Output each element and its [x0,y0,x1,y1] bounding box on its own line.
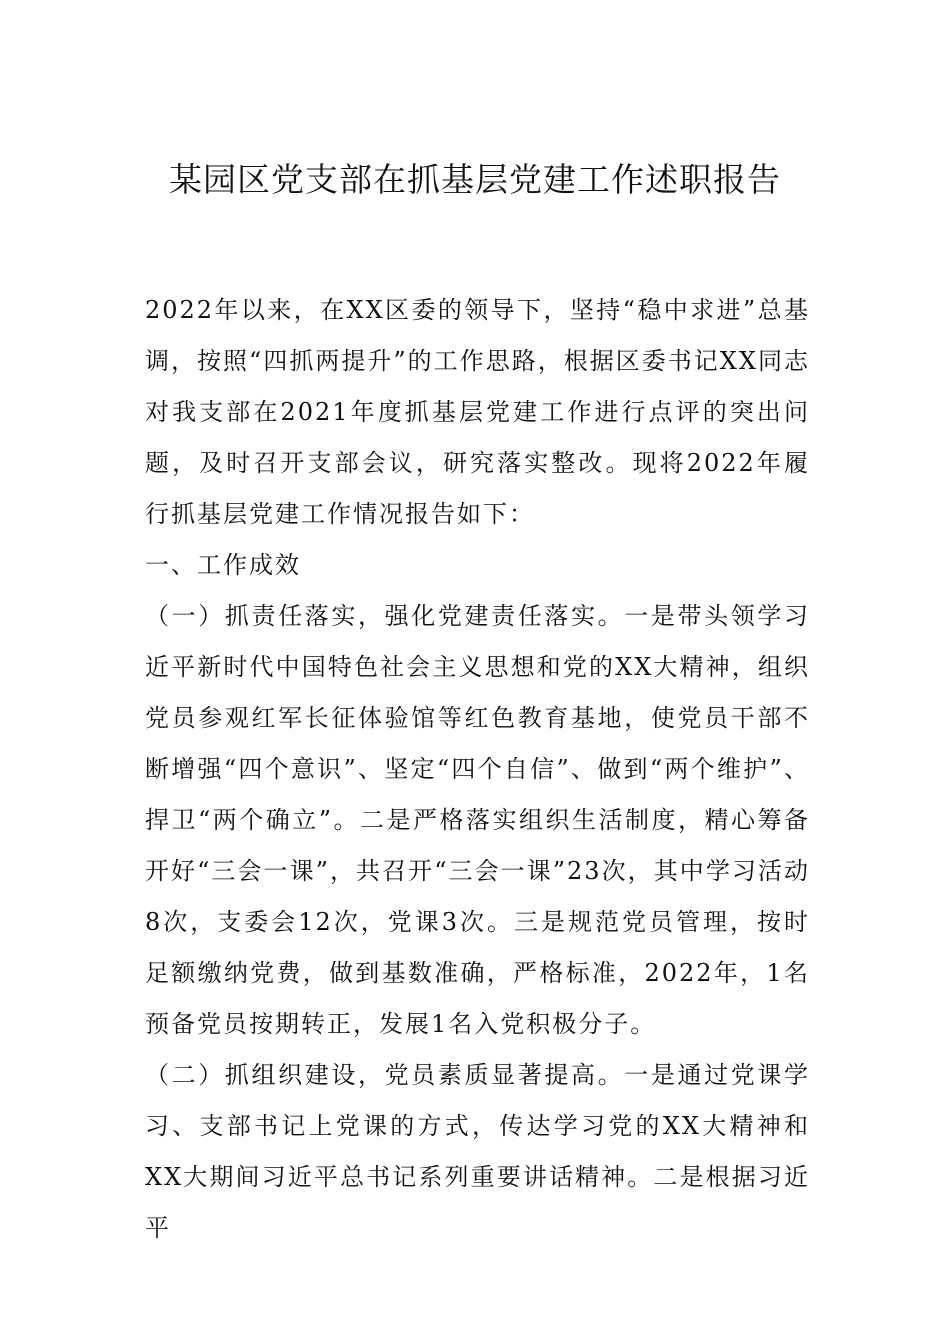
document-title: 某园区党支部在抓基层党建工作述职报告 [169,160,781,199]
document-body [145,285,810,1254]
paragraph-responsibility: （一）抓责任落实，强化党建责任落实。一是带头领学习近平新时代中国特色社会主义思想和党的XX大精神，组织党员参观红军长征体验馆等红色教育基地，使党员干部不断增强“四个意识”、坚定“四个自信”、做到“两个维护”、捍卫“两个确立”。二是严格落实组织生活制度，精心筹备开好“三会一课”，共召开“三会一课”23次，其中学习活动8次，支委会12次，党课3次。三是规范党员管理，按时足额缴纳党费，做到基数准确，严格标准，2022年，1名预备党员按期转正，发展1名入党积极分子。 [145,602,810,1038]
paragraph-organization: （二）抓组织建设，党员素质显著提高。一是通过党课学习、支部书记上党课的方式，传达学习党的XX大精神和XX大期间习近平总书记系列重要讲话精神。二是根据习近平 [145,1061,810,1242]
section-heading: 一、工作成效 [145,551,301,579]
paragraph-intro: 2022年以来，在XX区委的领导下，坚持“稳中求进”总基调，按照“四抓两提升”的工作思路，根据区委书记XX同志对我支部在2021年度抓基层党建工作进行点评的突出问题，及时召开支部会议，研究落实整改。现将2022年履行抓基层党建工作情况报告如下： [145,296,810,528]
